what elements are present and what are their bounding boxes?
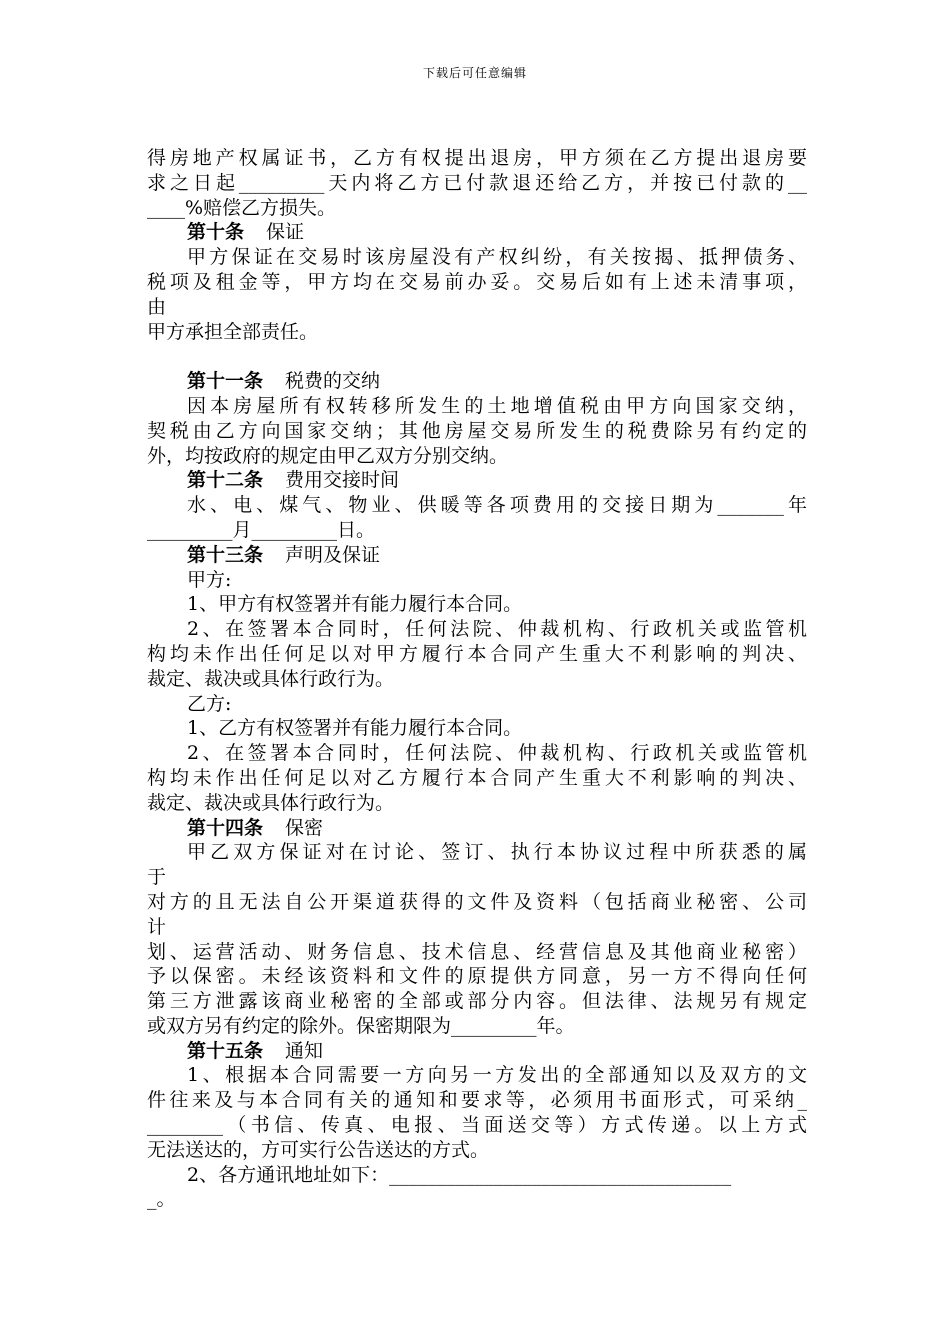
text-line: 予以保密。未经该资料和文件的原提供方同意，另一方不得向任何	[147, 965, 807, 988]
text-line: 因本房屋所有权转移所发生的土地增值税由甲方向国家交纳，	[187, 394, 807, 417]
text-line: 甲乙双方保证对在讨论、签订、执行本协议过程中所获悉的属	[187, 841, 807, 864]
text-line: 或双方另有约定的除外。保密期限为_________年。	[147, 1014, 575, 1037]
article-number: 第十四条	[187, 816, 264, 839]
text-line: _________月_________日。	[147, 518, 376, 541]
article-title: 税费的交纳	[285, 370, 381, 393]
article-number: 第十三条	[187, 543, 264, 566]
article-number: 第十一条	[187, 370, 264, 393]
text-line: 2、各方通讯地址如下：____________________________________	[187, 1163, 732, 1186]
article-number: 第十条	[187, 221, 245, 244]
text-line: 件往来及与本合同有关的通知和要求等，必须用书面形式，可采纳_	[147, 1089, 807, 1112]
text-line: 2、在签署本合同时，任何法院、仲裁机构、行政机关或监管机	[187, 742, 807, 765]
text-line: 构均未作出任何足以对甲方履行本合同产生重大不利影响的判决、	[147, 642, 807, 665]
text-line: 契税由乙方向国家交纳；其他房屋交易所发生的税费除另有约定的	[147, 419, 807, 442]
article-heading	[147, 543, 807, 568]
text-line: 由	[147, 295, 167, 318]
text-line: 构均未作出任何足以对乙方履行本合同产生重大不利影响的判决、	[147, 766, 807, 789]
article-number: 第十二条	[187, 469, 264, 492]
text-line: 无法送达的，方可实行公告送达的方式。	[147, 1138, 490, 1161]
text-line: 2、在签署本合同时，任何法院、仲裁机构、行政机关或监管机	[187, 618, 807, 641]
article-heading	[147, 369, 807, 394]
text-line: 乙方:	[187, 692, 232, 715]
text-line: 计	[147, 915, 167, 938]
article-number: 第十五条	[187, 1039, 264, 1062]
text-line: 甲方保证在交易时该房屋没有产权纠纷，有关按揭、抵押债务、	[187, 246, 807, 269]
text-line: _。	[147, 1188, 176, 1211]
text-line: 求之日起_________天内将乙方已付款退还给乙方，并按已付款的__	[147, 171, 807, 194]
text-line: 划、运营活动、财务信息、技术信息、经营信息及其他商业秘密）	[147, 940, 807, 963]
article-heading	[147, 220, 807, 245]
text-line: 1、根据本合同需要一方向另一方发出的全部通知以及双方的文	[187, 1064, 807, 1087]
article-title: 保证	[266, 221, 305, 244]
text-line: 1、甲方有权签署并有能力履行本合同。	[187, 593, 523, 616]
text-line: 外，均按政府的规定由甲乙双方分别交纳。	[147, 444, 509, 467]
article-title: 声明及保证	[285, 543, 381, 566]
text-line: 甲方:	[187, 568, 232, 591]
text-line: 1、乙方有权签署并有能力履行本合同。	[187, 717, 523, 740]
article-heading	[147, 816, 807, 841]
text-line: 甲方承担全部责任。	[147, 320, 319, 343]
text-line: 对方的且无法自公开渠道获得的文件及资料（包括商业秘密、公司	[147, 890, 807, 913]
text-line: ____%赔偿乙方损失。	[147, 196, 337, 219]
text-line: 裁定、裁决或具体行政行为。	[147, 791, 395, 814]
article-title: 通知	[285, 1039, 324, 1062]
blank-line	[147, 344, 807, 369]
article-title: 费用交接时间	[285, 469, 400, 492]
text-line: 水、电、煤气、物业、供暖等各项费用的交接日期为_______年	[187, 494, 807, 517]
text-line: 第三方泄露该商业秘密的全部或部分内容。但法律、法规另有规定	[147, 990, 807, 1013]
article-title: 保密	[285, 816, 324, 839]
article-heading	[147, 1039, 807, 1064]
page-header: 下载后可任意编辑	[422, 66, 527, 80]
text-line: 得房地产权属证书，乙方有权提出退房，甲方须在乙方提出退房要	[147, 147, 807, 169]
text-line: 于	[147, 866, 167, 889]
document-body	[147, 146, 807, 1212]
article-heading	[147, 468, 807, 493]
text-line: 裁定、裁决或具体行政行为。	[147, 667, 395, 690]
text-line: 税项及租金等，甲方均在交易前办妥。交易后如有上述未清事项，	[147, 270, 807, 293]
text-line: ________（书信、传真、电报、当面送交等）方式传递。以上方式	[147, 1114, 807, 1137]
